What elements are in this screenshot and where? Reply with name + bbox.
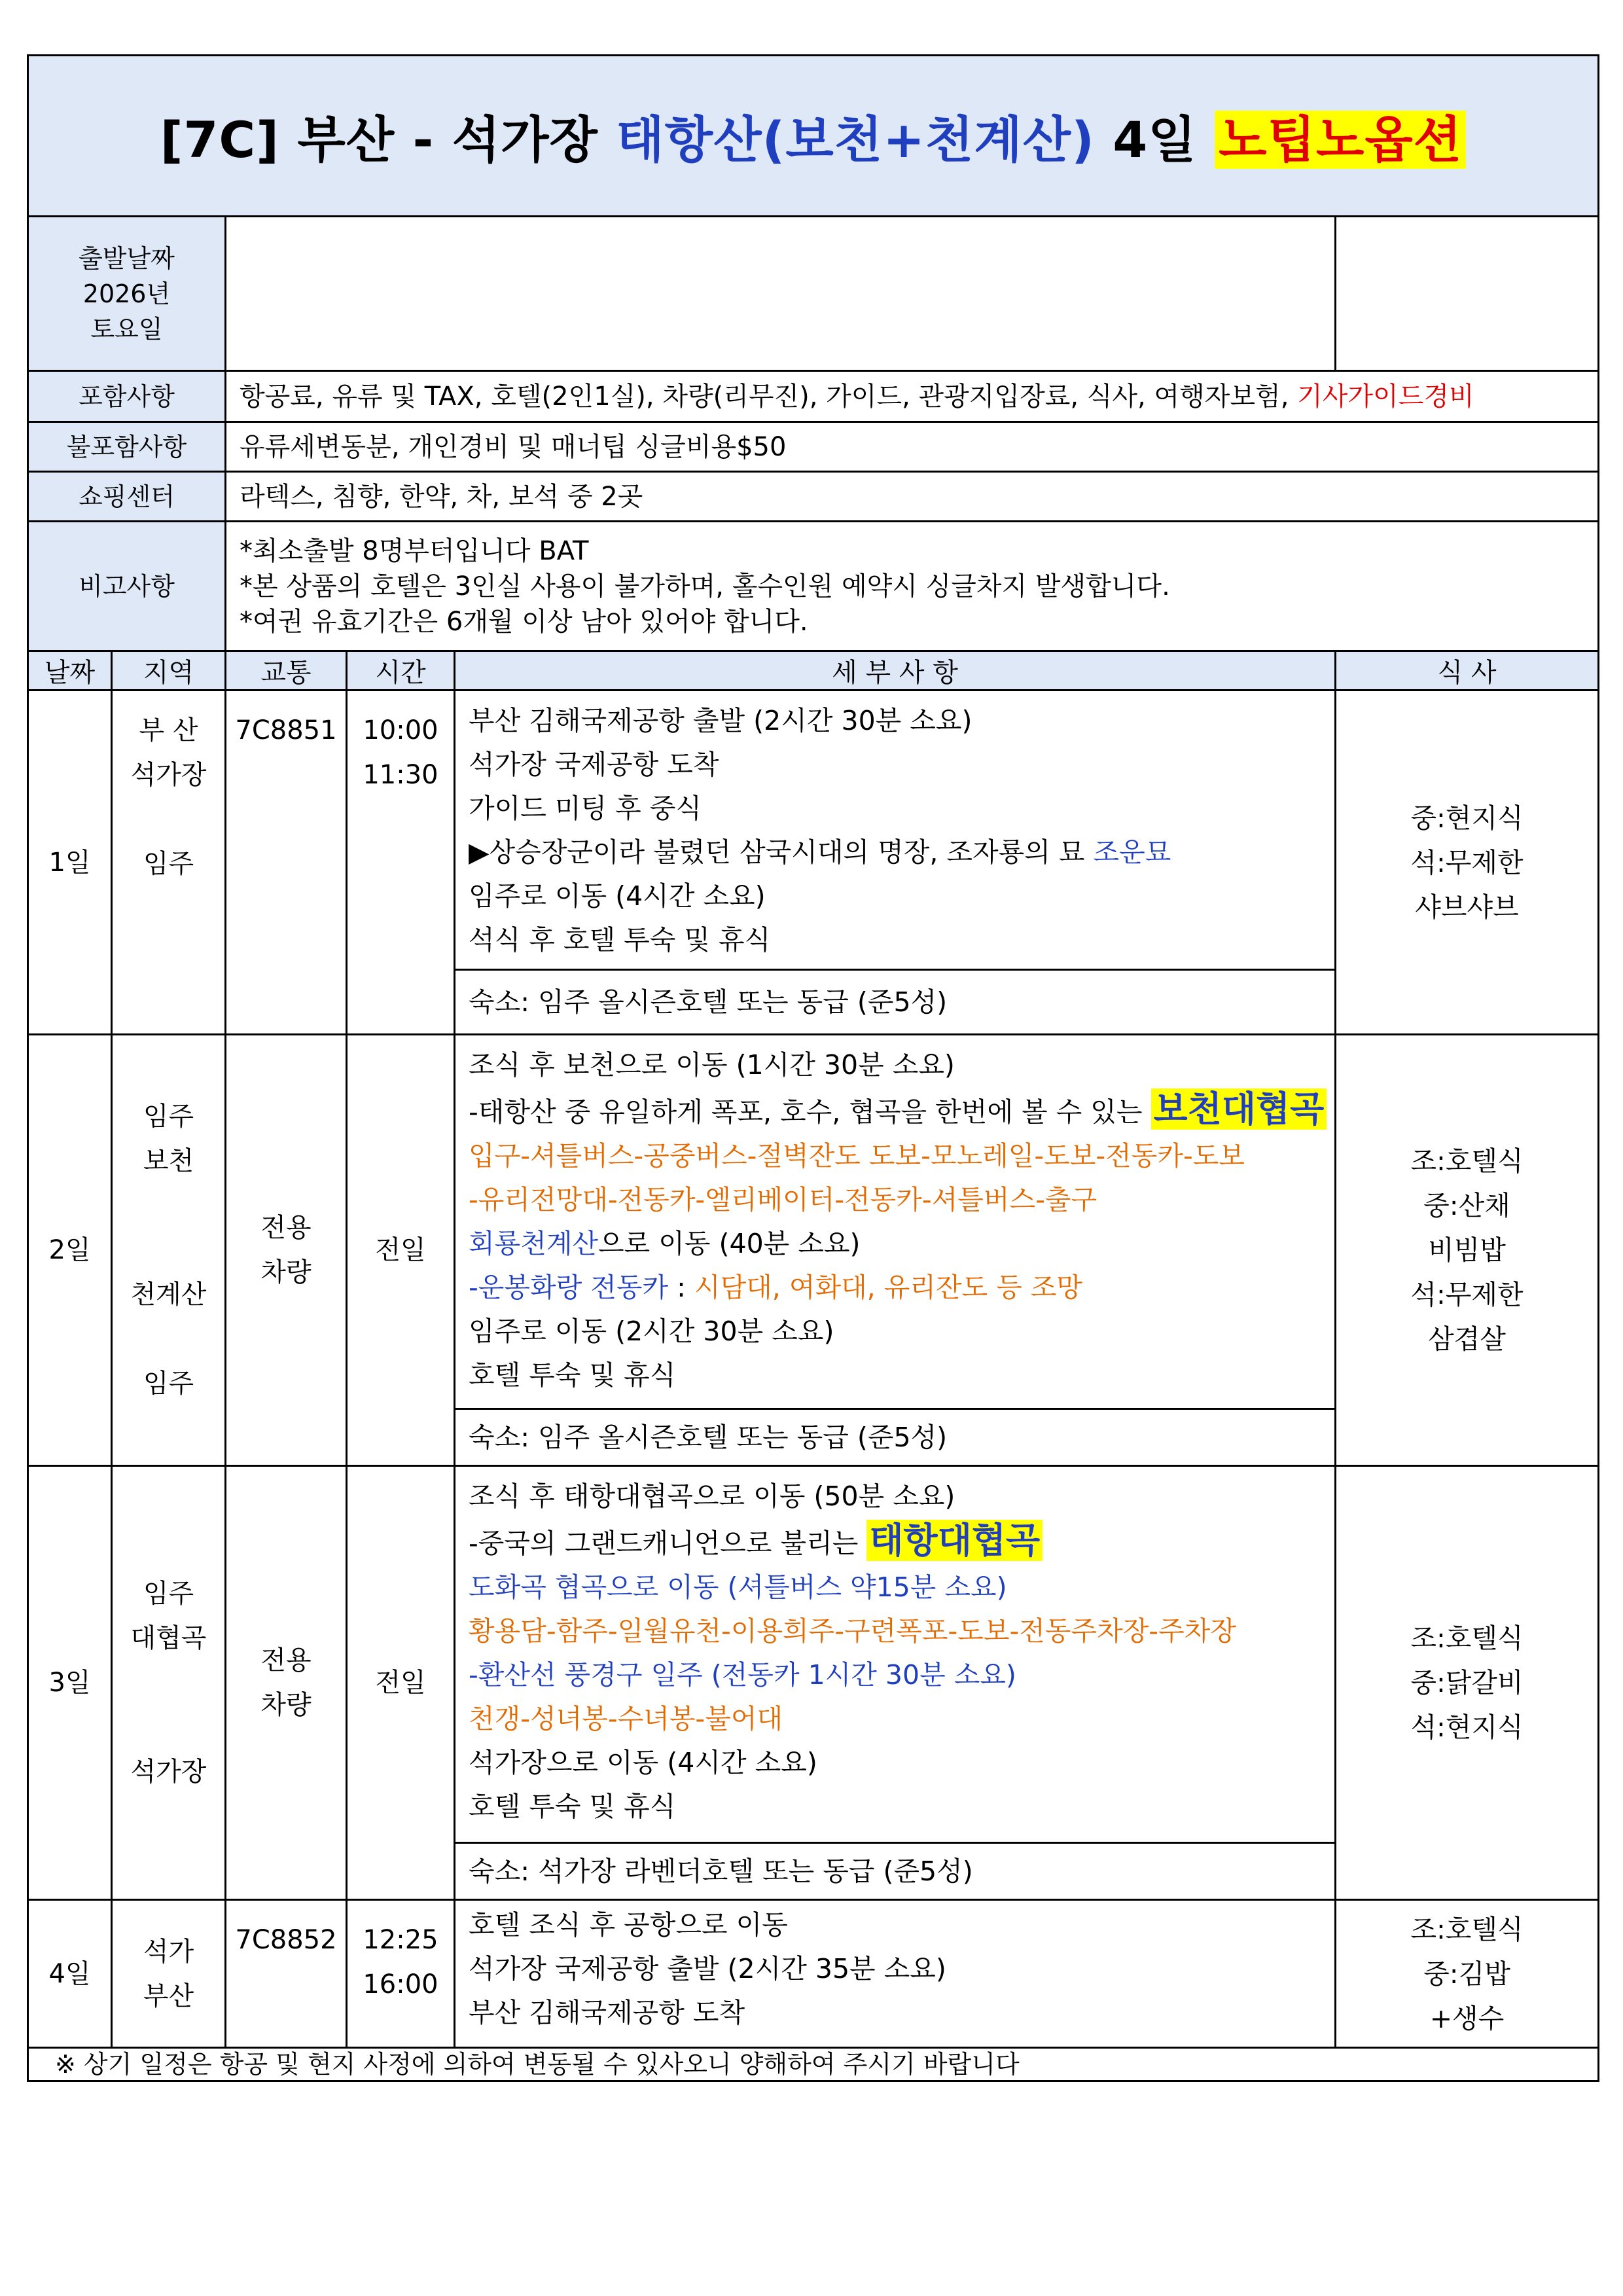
region: 석가장 (130, 760, 207, 790)
region: 보천 (143, 1146, 194, 1176)
detail-line (469, 1266, 1323, 1310)
day-time: 전일 (347, 1466, 455, 1900)
page-title (28, 56, 1599, 217)
detail-line: 임주로 이동 (4시간 소요) (469, 880, 766, 912)
region: 임주 (143, 1579, 194, 1609)
header-meals: 식 사 (1336, 651, 1599, 691)
detail-line: 입구-셔틀버스-공중버스-절벽잔도 도보-모노레일-도보-전동카-도보 (469, 1140, 1245, 1172)
day-stay: 숙소: 임주 올시즌호텔 또는 동급 (준5성) (455, 970, 1336, 1035)
departure-label-line: 2026년 (82, 279, 171, 308)
day-details (455, 1900, 1336, 2048)
detail-line: 석가장 국제공항 출발 (2시간 35분 소요) (469, 1953, 946, 1984)
included-fee: 기사가이드경비 (1297, 381, 1474, 412)
day-stay: 숙소: 석가장 라벤더호텔 또는 동급 (준5성) (455, 1843, 1336, 1900)
detail-line: 부산 김해국제공항 도착 (469, 1997, 745, 2028)
meal: 삼겹살 (1428, 1323, 1506, 1355)
detail-line: 석가장 국제공항 도착 (469, 749, 719, 780)
header-date: 날짜 (28, 651, 112, 691)
time: 10:00 (363, 715, 438, 745)
note-line: *여권 유효기간은 6개월 이상 남아 있어야 합니다. (240, 606, 808, 637)
detail-line: 부산 김해국제공항 출발 (2시간 30분 소요) (469, 705, 972, 736)
title-route: [7C] 부산 - 석가장 (160, 111, 616, 169)
note-line: *본 상품의 호텔은 3인실 사용이 불가하며, 홀수인원 예약시 싱글차지 발생합니다. (240, 571, 1170, 601)
transport-line: 전용 (260, 1645, 312, 1676)
shopping-value: 라텍스, 침향, 한약, 차, 보석 중 2곳 (226, 472, 1599, 522)
day-details (455, 691, 1336, 970)
departure-label-line: 토요일 (90, 314, 163, 344)
itinerary-table (27, 54, 1599, 2082)
time: 12:25 (363, 1925, 438, 1955)
day-regions (112, 1900, 226, 2048)
detail-line: 임주로 이동 (2시간 30분 소요) (469, 1316, 834, 1347)
meal: 중:현지식 (1410, 802, 1524, 834)
meal: 샤브샤브 (1415, 891, 1519, 923)
included-label: 포함사항 (28, 371, 226, 422)
included-value (226, 371, 1599, 422)
meal: 석:무제한 (1410, 1279, 1524, 1310)
header-region: 지역 (112, 651, 226, 691)
detail-highlight: 시담대, 여화대, 유리잔도 등 조망 (694, 1272, 1083, 1303)
note-line: *최소출발 8명부터입니다 BAT (240, 535, 589, 566)
detail-line: -환산선 풍경구 일주 (전동카 1시간 30분 소요) (469, 1659, 1016, 1691)
region: 임주 (143, 1369, 194, 1399)
notes-label: 비고사항 (28, 522, 226, 651)
region: 대협곡 (130, 1623, 207, 1653)
day-label: 2일 (28, 1035, 112, 1466)
time: 16:00 (363, 1969, 438, 2000)
detail-highlight: 조운묘 (1093, 836, 1171, 868)
detail-line: 황용담-함주-일월유천-이용희주-구련폭포-도보-전동주차장-주차장 (469, 1615, 1236, 1647)
detail-line: 석가장으로 이동 (4시간 소요) (469, 1747, 817, 1778)
day-details (455, 1466, 1336, 1843)
meal: 중:김밥 (1423, 1958, 1510, 1990)
day-stay: 숙소: 임주 올시즌호텔 또는 동급 (준5성) (455, 1409, 1336, 1466)
day-time: 전일 (347, 1035, 455, 1466)
itinerary-page (27, 54, 1597, 2082)
detail-line: 조식 후 보천으로 이동 (1시간 30분 소요) (469, 1049, 955, 1081)
excluded-label: 불포함사항 (28, 422, 226, 472)
detail-line (469, 1518, 1323, 1566)
day-label: 1일 (28, 691, 112, 1035)
detail-highlight: 태항대협곡 (866, 1520, 1043, 1561)
transport (226, 1035, 347, 1466)
title-highlight: 노팁노옵션 (1215, 111, 1466, 169)
detail-line: 호텔 투숙 및 휴식 (469, 1359, 676, 1391)
title-duration: 4일 (1094, 111, 1215, 169)
region: 부산 (143, 1981, 194, 2011)
departure-label (28, 217, 226, 371)
meal: 석:무제한 (1410, 846, 1524, 878)
notes-value (226, 522, 1599, 651)
detail-text: 으로 이동 (40분 소요) (598, 1228, 861, 1259)
meal: 조:호텔식 (1410, 1623, 1524, 1654)
shopping-label: 쇼핑센터 (28, 472, 226, 522)
detail-line: 가이드 미팅 후 중식 (469, 793, 702, 824)
region: 석가 (143, 1936, 194, 1967)
region: 부 산 (139, 715, 198, 745)
detail-text: ▶상승장군이라 불렸던 삼국시대의 명장, 조자룡의 묘 (469, 836, 1094, 868)
time: 11:30 (363, 760, 438, 790)
excluded-value: 유류세변동분, 개인경비 및 매너팁 싱글비용$50 (226, 422, 1599, 472)
day-regions (112, 1035, 226, 1466)
detail-line: 천갱-성녀봉-수녀봉-불어대 (469, 1703, 783, 1734)
departure-label-line: 출발날짜 (79, 243, 175, 273)
departure-extra (1336, 217, 1599, 371)
meal: 중:닭갈비 (1410, 1667, 1524, 1698)
transport-line: 차량 (260, 1690, 312, 1720)
header-time: 시간 (347, 651, 455, 691)
flight-number: 7C8851 (226, 691, 347, 1035)
transport-line: 차량 (260, 1257, 312, 1287)
header-transport: 교통 (226, 651, 347, 691)
day-regions (112, 1466, 226, 1900)
departure-value (226, 217, 1336, 371)
region: 천계산 (130, 1280, 207, 1310)
meal: +생수 (1429, 2002, 1505, 2034)
day-details (455, 1035, 1336, 1409)
detail-text: -태항산 중 유일하게 폭포, 호수, 협곡을 한번에 볼 수 있는 (469, 1096, 1151, 1128)
day-meals (1336, 691, 1599, 1035)
detail-line (469, 1087, 1323, 1134)
detail-line: -유리전망대-전동카-엘리베이터-전동카-셔틀버스-출구 (469, 1184, 1097, 1215)
included-items: 항공료, 유류 및 TAX, 호텔(2인1실), 차량(리무진), 가이드, 관광지입장료, 식사, 여행자보험, (240, 381, 1298, 412)
footer-note: ※ 상기 일정은 항공 및 현지 사정에 의하여 변동될 수 있사오니 양해하여 주시기 바랍니다 (28, 2048, 1599, 2081)
meal: 조:호텔식 (1410, 1145, 1524, 1177)
detail-highlight: 회룡천계산 (469, 1228, 599, 1259)
header-details: 세 부 사 항 (455, 651, 1336, 691)
region: 임주 (143, 1102, 194, 1132)
meal: 석:현지식 (1410, 1712, 1524, 1743)
meal: 중:산채 (1423, 1190, 1510, 1221)
day-label: 3일 (28, 1466, 112, 1900)
meal: 비빔밥 (1428, 1234, 1506, 1266)
detail-line: 호텔 투숙 및 휴식 (469, 1791, 676, 1822)
detail-highlight: -운봉화랑 전동카 (469, 1272, 669, 1303)
detail-highlight: 보천대협곡 (1151, 1088, 1327, 1130)
detail-line: 도화곡 협곡으로 이동 (셔틀버스 약15분 소요) (469, 1571, 1007, 1603)
day-times (347, 691, 455, 1035)
detail-line (469, 1222, 1323, 1266)
detail-text: : (668, 1272, 694, 1303)
detail-text: -중국의 그랜드캐니언으로 불리는 (469, 1528, 867, 1559)
day-meals (1336, 1466, 1599, 1900)
meal: 조:호텔식 (1410, 1913, 1524, 1945)
day-meals (1336, 1035, 1599, 1466)
detail-line (469, 831, 1323, 874)
title-destination: 태항산(보천+천계산) (616, 111, 1095, 169)
detail-line: 조식 후 태항대협곡으로 이동 (50분 소요) (469, 1480, 955, 1512)
detail-line: 석식 후 호텔 투숙 및 휴식 (469, 924, 771, 956)
region: 임주 (143, 849, 194, 879)
detail-line: 호텔 조식 후 공항으로 이동 (469, 1909, 788, 1941)
region: 석가장 (130, 1757, 207, 1787)
day-times (347, 1900, 455, 2048)
flight-number: 7C8852 (226, 1900, 347, 2048)
transport (226, 1466, 347, 1900)
day-label: 4일 (28, 1900, 112, 2048)
transport-line: 전용 (260, 1213, 312, 1243)
day-regions (112, 691, 226, 1035)
day-meals (1336, 1900, 1599, 2048)
